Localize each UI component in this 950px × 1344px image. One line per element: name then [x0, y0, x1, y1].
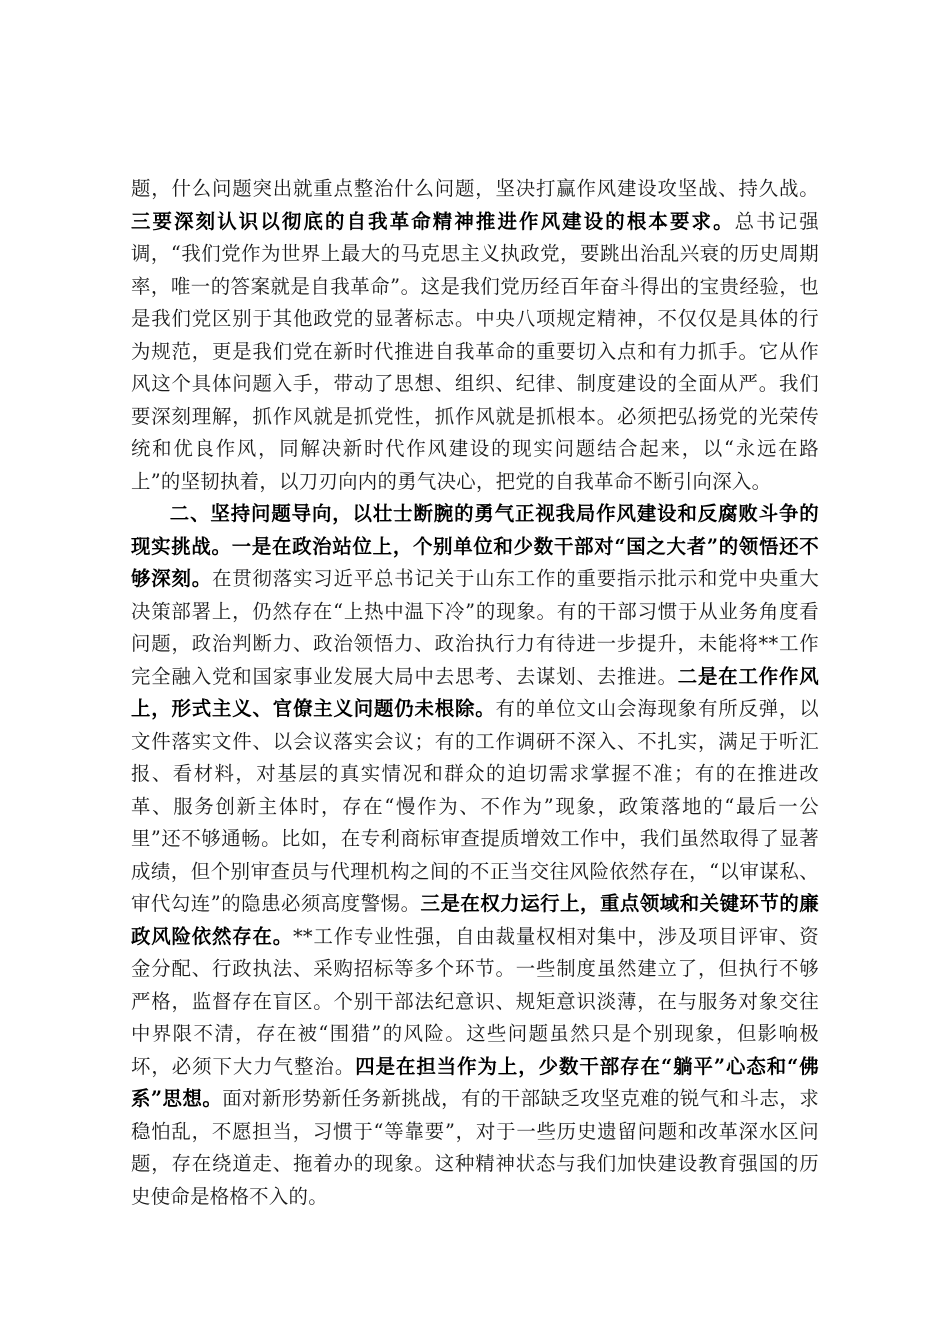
paragraph-text: 总书记强调，“我们党作为世界上最大的马克思主义执政党，要跳出治乱兴衰的历史周期率，唯一的答案就是自我革命”。这是我们党历经百年奋斗得出的宝贵经验，也是我们党区别于其他政党的显著标志。中央八项规定精神，不仅仅是具体的行为规范，更是我们党在新时代推进自我革命的重要切入点和有力抓手。它从作风这个具体问题入手，带动了思想、组织、纪律、制度建设的全面从严。我们要深刻理解，抓作风就是抓党性，抓作风就是抓根本。必须把弘扬党的光荣传统和优良作风，同解决新时代作风建设的现实问题结合起来，以“永远在路上”的坚韧执着，以刀刃向内的勇气决心，把党的自我革命不断引向深入。: [131, 209, 819, 493]
document-body: [131, 173, 819, 1213]
bold-heading-point-four: 四是在担当作为上，少数干部存在“躺平”心态和“佛系”思想。: [131, 1054, 819, 1110]
paragraph-text: 题，什么问题突出就重点整治什么问题，坚决打赢作风建设攻坚战、持久战。: [131, 177, 819, 200]
paragraph-text: **工作专业性强，自由裁量权相对集中，涉及项目评审、资金分配、行政执法、采购招标等多个环节。一些制度虽然建立了，但执行不够严格，监督存在盲区。个别干部法纪意识、规矩意识淡薄，在与服务对象交往中界限不清，存在被“围猎”的风险。这些问题虽然只是个别现象，但影响极坏，必须下大力气整治。: [131, 924, 819, 1078]
bold-heading-point-two: 二是在工作作风上，形式主义、官僚主义问题仍未根除。: [131, 664, 819, 720]
paragraph-problem-orientation: [131, 498, 819, 1213]
paragraph-self-revolution: [131, 173, 819, 498]
bold-heading-point-three: 三要深刻认识以彻底的自我革命精神推进作风建设的根本要求。: [131, 209, 735, 233]
section-heading-two: 二、坚持问题导向，以壮士断腕的勇气正视我局作风建设和反腐败斗争的现实挑战。一是在政治站位上，个别单位和少数干部对“国之大者”的领悟还不够深刻。: [131, 502, 819, 590]
bold-heading-point-three: 三是在权力运行上，重点领域和关键环节的廉政风险依然存在。: [131, 892, 819, 948]
paragraph-text: 面对新形势新任务新挑战，有的干部缺乏攻坚克难的锐气和斗志，求稳怕乱，不愿担当，习惯于“等靠要”，对于一些历史遗留问题和改革深水区问题，存在绕道走、拖着办的现象。这种精神状态与我们加快建设教育强国的历史使命是格格不入的。: [131, 1087, 820, 1208]
paragraph-text: 有的单位文山会海现象有所反弹，以文件落实文件、以会议落实会议；有的工作调研不深入、不扎实，满足于听汇报、看材料，对基层的真实情况和群众的迫切需求掌握不准；有的在推进改革、服务创新主体时，存在“慢作为、不作为”现象，政策落地的“最后一公里”还不够通畅。比如，在专利商标审查提质增效工作中，我们虽然取得了显著成绩，但个别审查员与代理机构之间的不正当交往风险依然存在，“以审谋私、审代勾连”的隐患必须高度警惕。: [131, 697, 819, 915]
paragraph-text: 在贯彻落实习近平总书记关于山东工作的重要指示批示和党中央重大决策部署上，仍然存在“上热中温下冷”的现象。有的干部习惯于从业务角度看问题，政治判断力、政治领悟力、政治执行力有待进一步提升，未能将**工作完全融入党和国家事业发展大局中去思考、去谋划、去推进。: [131, 567, 820, 688]
